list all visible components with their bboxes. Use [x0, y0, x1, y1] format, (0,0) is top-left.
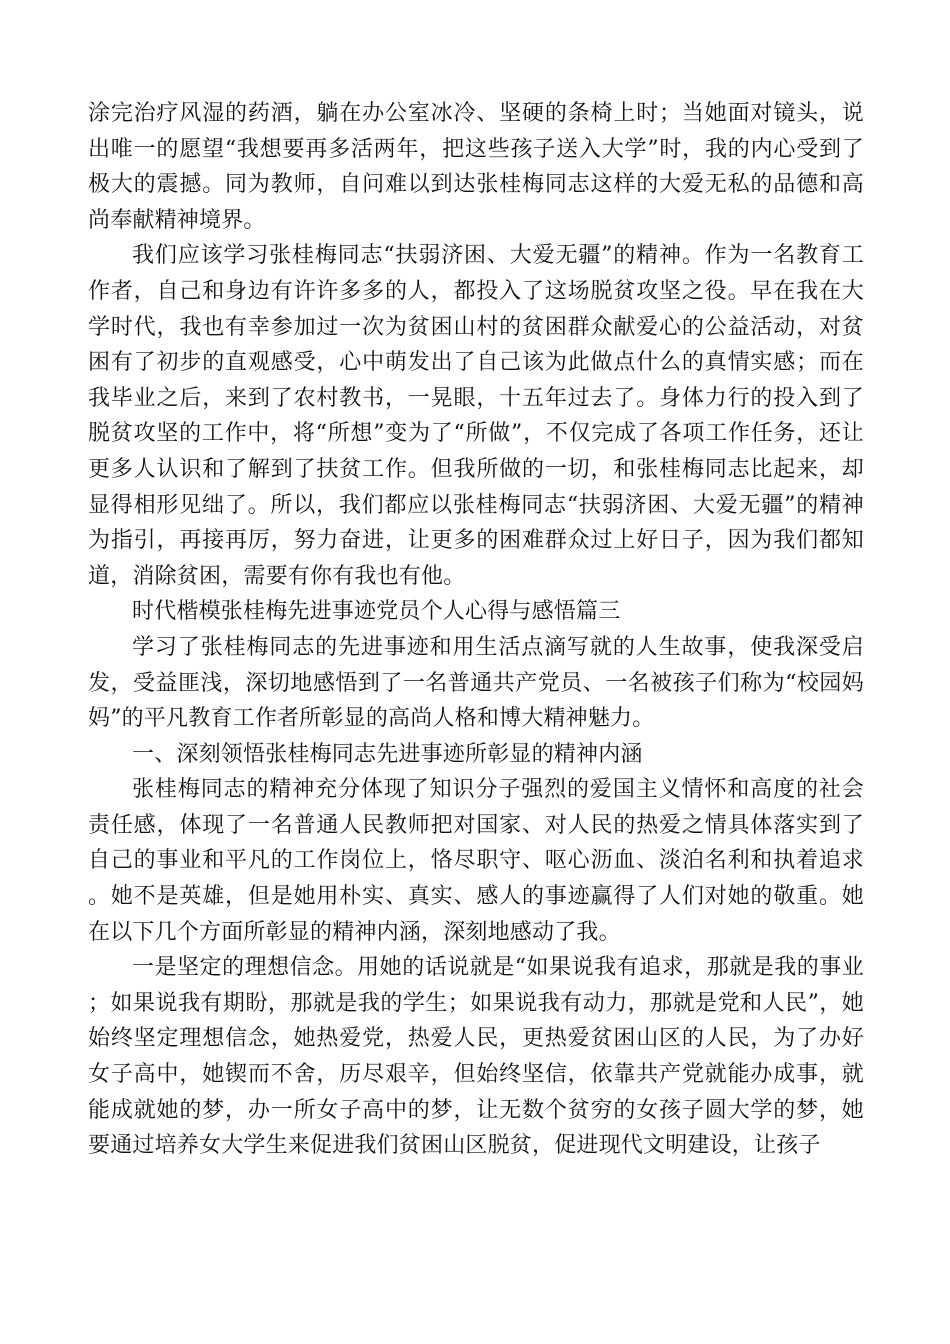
document-page: [88, 96, 864, 1164]
section-title: 时代楷模张桂梅先进事迹党员个人心得与感悟篇三: [132, 599, 621, 625]
paragraph-1: 涂完治疗风湿的药酒，躺在办公室冰冷、坚硬的条椅上时；当她面对镜头，说出唯一的愿望“我想要再多活两年，把这些孩子送入大学”时，我的内心受到了极大的震撼。同为教师，自问难以到达张桂梅同志这样的大爱无私的品德和高尚奉献精神境界。: [88, 101, 864, 233]
paragraph-2: 我们应该学习张桂梅同志“扶弱济困、大爱无疆”的精神。作为一名教育工作者，自己和身边有许许多多的人，都投入了这场脱贫攻坚之役。早在我在大学时代，我也有幸参加过一次为贫困山村的贫困群众献爱心的公益活动，对贫困有了初步的直观感受，心中萌发出了自己该为此做点什么的真情实感；而在我毕业之后，来到了农村教书，一晃眼，十五年过去了。身体力行的投入到了脱贫攻坚的工作中，将“所想”变为了“所做”，不仅完成了各项工作任务，还让更多人认识和了解到了扶贫工作。但我所做的一切，和张桂梅同志比起来，却显得相形见绌了。所以，我们都应以张桂梅同志“扶弱济困、大爱无疆”的精神为指引，再接再厉，努力奋进，让更多的困难群众过上好日子，因为我们都知道，消除贫困，需要有你有我也有他。: [88, 243, 864, 589]
paragraph-3: 学习了张桂梅同志的先进事迹和用生活点滴写就的人生故事，使我深受启发，受益匪浅，深切地感悟到了一名普通共产党员、一名被孩子们称为“校园妈妈”的平凡教育工作者所彰显的高尚人格和博大精神魅力。: [88, 634, 864, 732]
paragraph-4: 张桂梅同志的精神充分体现了知识分子强烈的爱国主义情怀和高度的社会责任感，体现了一名普通人民教师把对国家、对人民的热爱之情具体落实到了自己的事业和平凡的工作岗位上，恪尽职守、呕心沥血、淡泊名利和执着追求。她不是英雄，但是她用朴实、真实、感人的事迹赢得了人们对她的敬重。她在以下几个方面所彰显的精神内涵，深刻地感动了我。: [88, 777, 864, 945]
subsection-heading: 一、深刻领悟张桂梅同志先进事迹所彰显的精神内涵: [132, 741, 643, 767]
paragraph-5: 一是坚定的理想信念。用她的话说就是“如果说我有追求，那就是我的事业；如果说我有期盼，那就是我的学生；如果说我有动力，那就是党和人民”，她始终坚定理想信念，她热爱党，热爱人民，更热爱贫困山区的人民，为了办好女子高中，她锲而不舍，历尽艰辛，但始终坚信，依靠共产党就能办成事，就能成就她的梦，办一所女子高中的梦，让无数个贫穷的女孩子圆大学的梦，她要通过培养女大学生来促进我们贫困山区脱贫，促进现代文明建设，让孩子: [88, 955, 864, 1159]
